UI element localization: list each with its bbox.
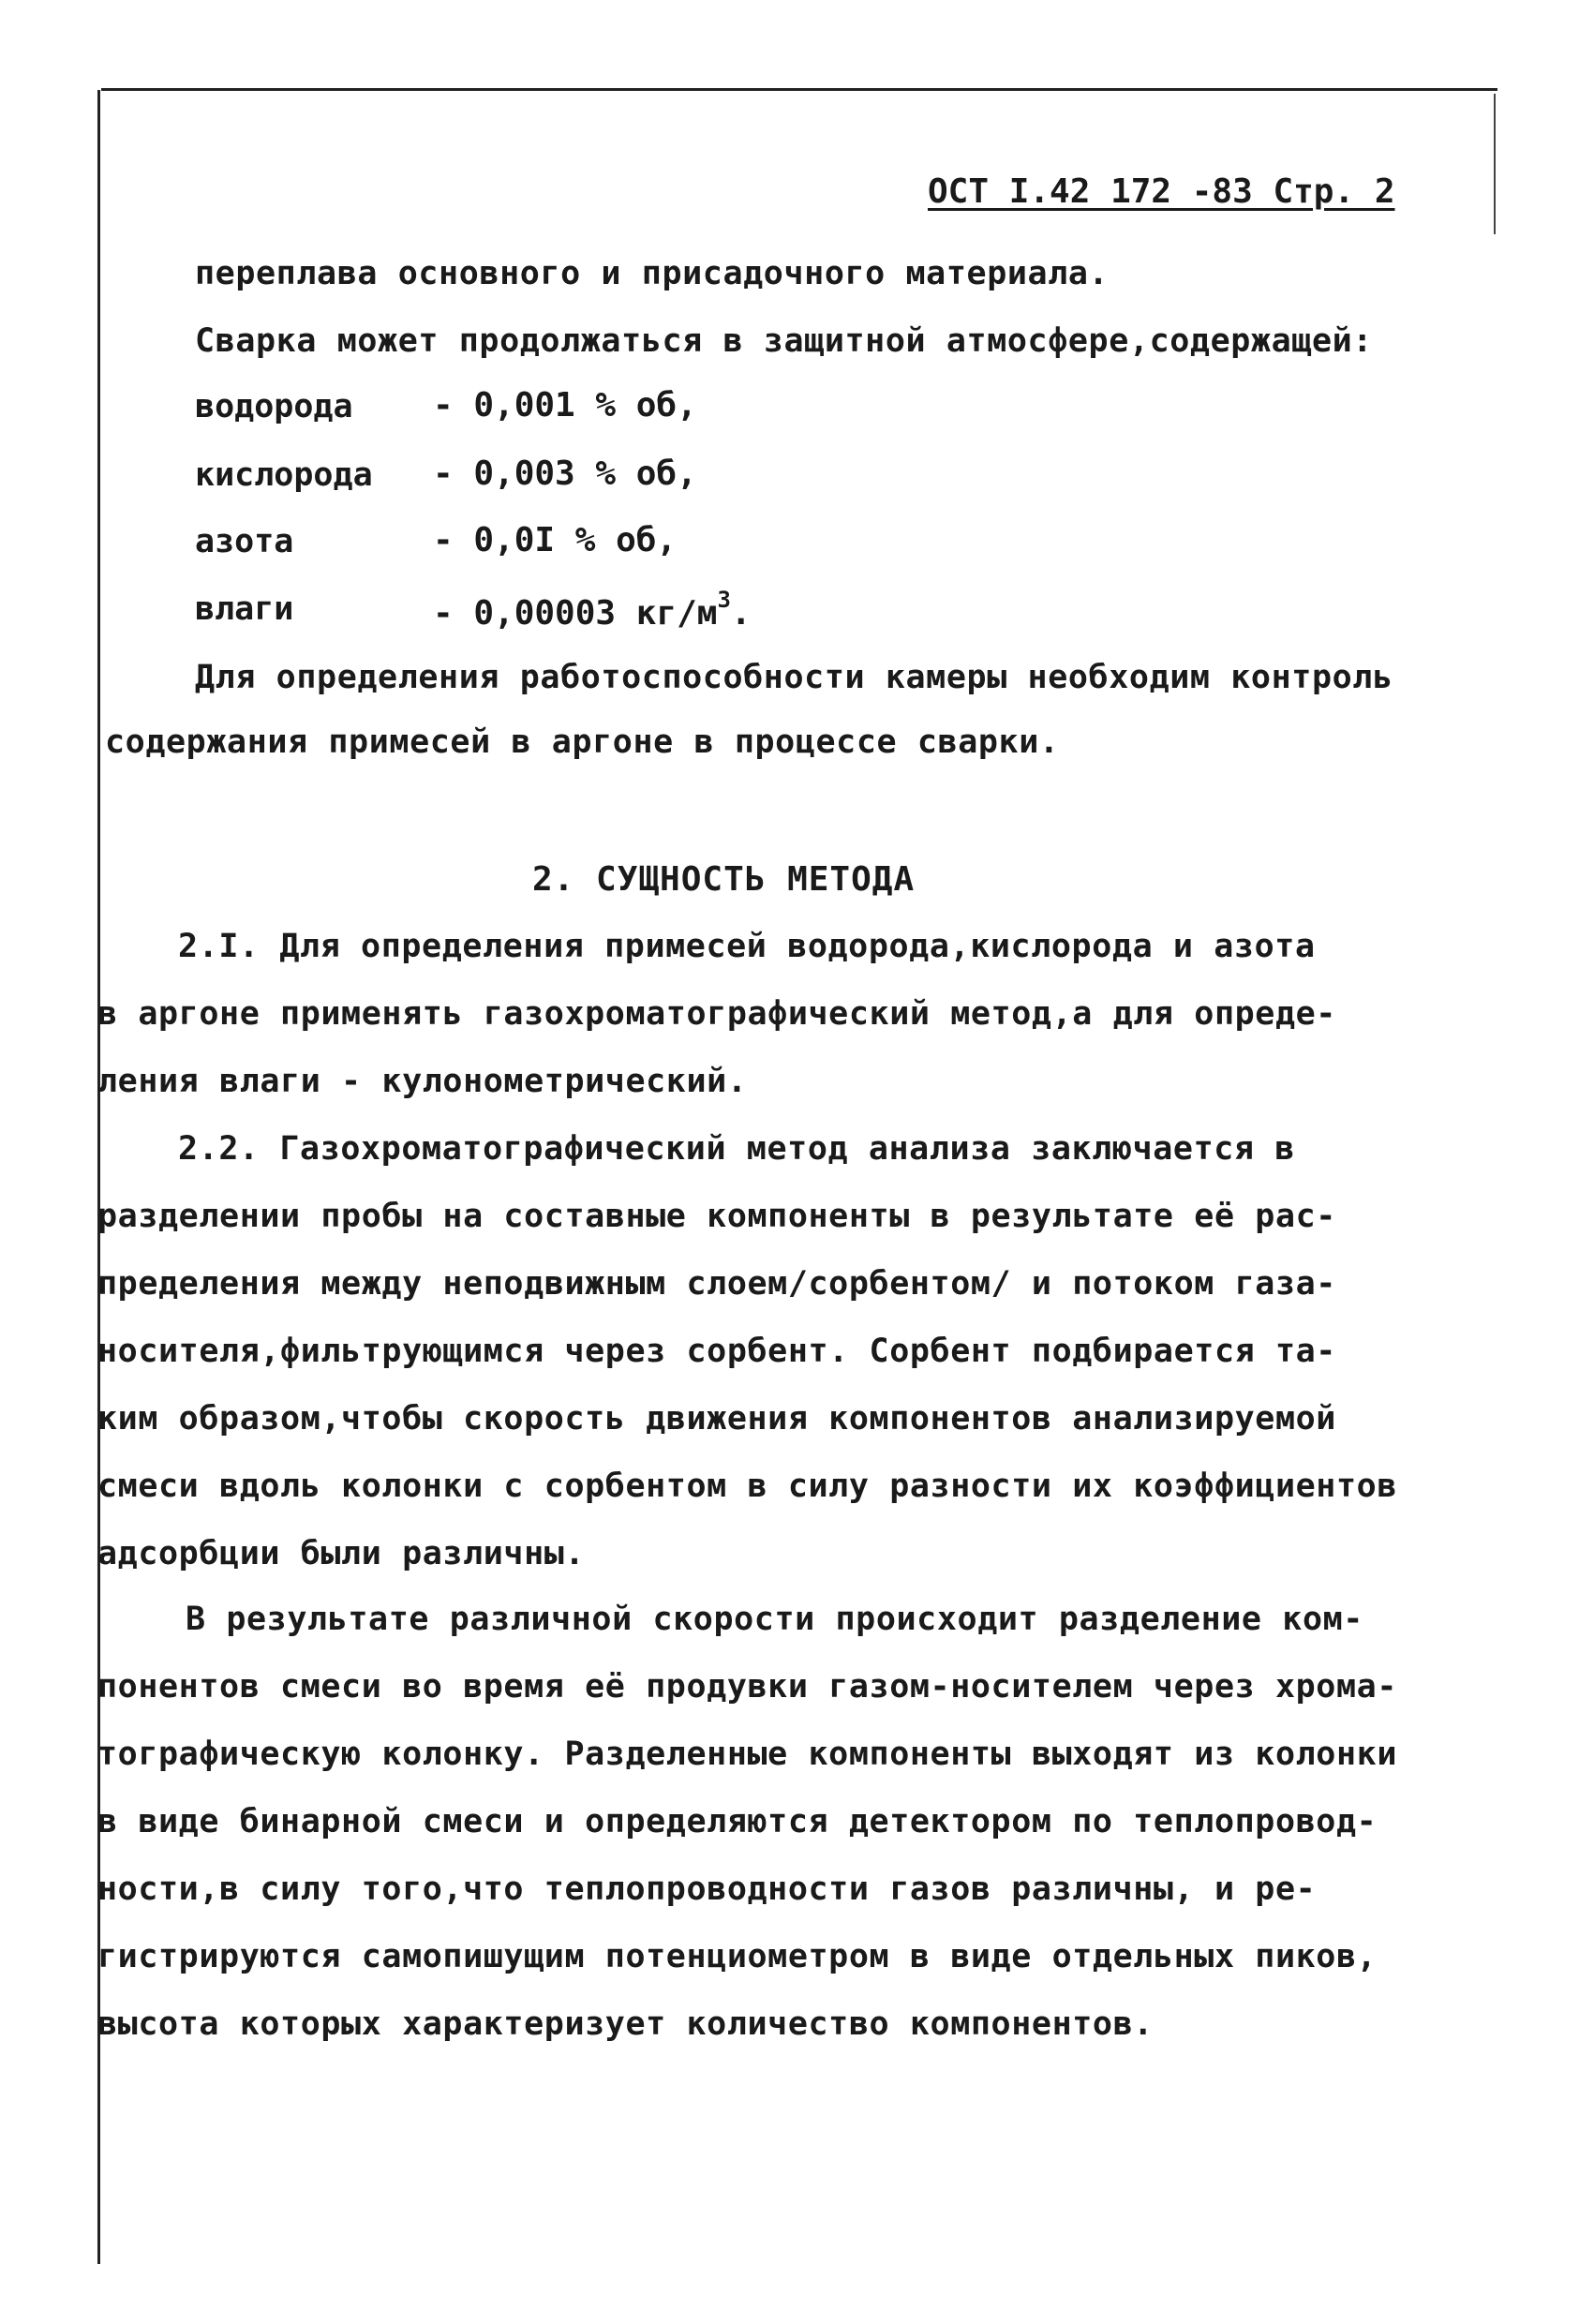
paragraph-line: 2.2. Газохроматографический метод анализа заключается в (178, 1130, 1295, 1168)
component-value (433, 587, 752, 633)
component-name: кислорода (195, 456, 373, 494)
paragraph-line: понентов смеси во время её продувки газом-носителем через хрома- (97, 1668, 1397, 1706)
component-value: - 0,003 % об, (433, 454, 697, 493)
paragraph-line: ким образом,чтобы скорость движения компонентов анализируемой (97, 1400, 1336, 1438)
component-value: - 0,001 % об, (433, 386, 697, 425)
page-frame-right-border (1494, 94, 1496, 234)
component-name: азота (195, 523, 294, 560)
paragraph-line: тографическую колонку. Разделенные компоненты выходят из колонки (97, 1736, 1397, 1773)
paragraph-line: ности,в силу того,что теплопроводности газов различны, и ре- (97, 1870, 1317, 1908)
page-frame-top-border (101, 88, 1497, 91)
paragraph-line: 2.I. Для определения примесей водорода,кислорода и азота (178, 928, 1316, 965)
paragraph-line: ления влаги - кулонометрический. (97, 1063, 748, 1100)
paragraph-line: в аргоне применять газохроматографический метод,а для опреде- (97, 995, 1336, 1033)
paragraph-line: высота которых характеризует количество компонентов. (97, 2005, 1154, 2043)
component-name: влаги (195, 590, 294, 628)
component-name: водорода (195, 388, 353, 425)
paragraph-line: В результате различной скорости происходит разделение ком- (186, 1601, 1363, 1638)
component-value: - 0,0I % об, (433, 521, 678, 559)
page-header: ОСТ I.42 172 -83 Стр. 2 (928, 172, 1395, 211)
intro-line-1: переплава основного и присадочного материала. (195, 255, 1110, 292)
paragraph-line: в виде бинарной смеси и определяются детектором по теплопровод- (97, 1803, 1378, 1840)
control-line-2: содержания примесей в аргоне в процессе сварки. (105, 723, 1060, 761)
paragraph-line: гистрируются самопишущим потенциометром в виде отдельных пиков, (97, 1938, 1378, 1975)
paragraph-line: носителя,фильтрующимся через сорбент. Сорбент подбирается та- (97, 1333, 1336, 1370)
paragraph-line: адсорбции были различны. (97, 1535, 586, 1572)
paragraph-line: разделении пробы на составные компоненты в результате её рас- (97, 1198, 1336, 1235)
paragraph-line: пределения между неподвижным слоем/сорбентом/ и потоком газа- (97, 1265, 1336, 1303)
component-value-text: - 0,00003 кг/м (433, 594, 718, 633)
control-line-1: Для определения работоспособности камеры необходим контроль (195, 659, 1393, 696)
section-title: 2. СУЩНОСТЬ МЕТОДА (532, 860, 916, 899)
intro-line-2: Сварка может продолжаться в защитной атмосфере,содержащей: (195, 322, 1373, 360)
component-value-tail: . (730, 594, 752, 633)
paragraph-line: смеси вдоль колонки с сорбентом в силу разности их коэффициентов (97, 1467, 1397, 1505)
superscript: 3 (717, 587, 731, 613)
